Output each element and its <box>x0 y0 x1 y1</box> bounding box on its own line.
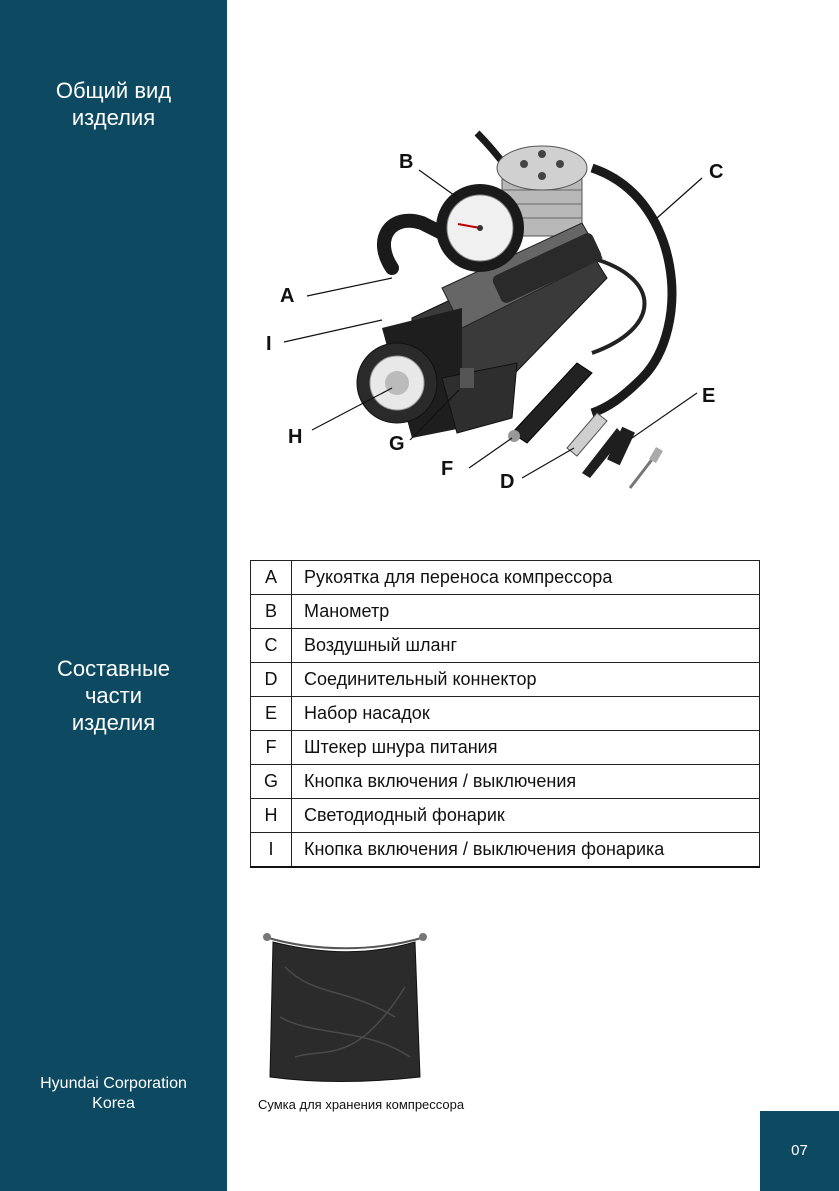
callout-f: F <box>441 458 454 480</box>
part-letter: G <box>251 765 292 799</box>
parts-heading-line3: изделия <box>71 710 156 735</box>
part-name: Штекер шнура питания <box>292 731 760 765</box>
part-letter: A <box>251 561 292 595</box>
parts-heading-line1: Составные <box>56 656 171 681</box>
callout-a: A <box>280 285 295 307</box>
part-letter: E <box>251 697 292 731</box>
callout-i: I <box>266 333 272 355</box>
callout-h: H <box>288 426 303 448</box>
table-row <box>251 799 760 833</box>
part-letter: H <box>251 799 292 833</box>
part-letter: I <box>251 833 292 868</box>
parts-table <box>250 560 760 868</box>
part-name: Манометр <box>292 595 760 629</box>
company-name: Hyundai Corporation <box>40 1075 187 1092</box>
power-plug <box>508 363 592 443</box>
overview-heading <box>0 77 227 131</box>
bag-caption: Сумка для хранения компрессора <box>258 1097 465 1112</box>
part-name: Воздушный шланг <box>292 629 760 663</box>
page-number: 07 <box>760 1111 839 1191</box>
overview-heading-line1: Общий вид <box>55 78 172 103</box>
compressor-illustration <box>262 128 722 508</box>
air-hose <box>592 168 672 413</box>
storage-bag-image <box>255 927 435 1087</box>
part-name: Соединительный коннектор <box>292 663 760 697</box>
part-letter: C <box>251 629 292 663</box>
table-row <box>251 765 760 799</box>
part-letter: B <box>251 595 292 629</box>
table-row <box>251 731 760 765</box>
sidebar <box>0 0 227 1191</box>
callout-g: G <box>389 433 405 455</box>
part-name: Рукоятка для переноса компрессора <box>292 561 760 595</box>
part-name: Кнопка включения / выключения фонарика <box>292 833 760 868</box>
part-name: Светодиодный фонарик <box>292 799 760 833</box>
table-row <box>251 697 760 731</box>
company-footer <box>0 1074 227 1114</box>
callout-c: C <box>709 161 724 183</box>
pressure-gauge <box>436 184 524 272</box>
table-row <box>251 833 760 868</box>
parts-heading <box>0 655 227 736</box>
overview-heading-line2: изделия <box>71 105 156 130</box>
part-letter: D <box>251 663 292 697</box>
part-letter: F <box>251 731 292 765</box>
table-row <box>251 595 760 629</box>
part-name: Кнопка включения / выключения <box>292 765 760 799</box>
parts-heading-line2: части <box>84 683 143 708</box>
company-country: Korea <box>92 1095 135 1112</box>
table-row <box>251 663 760 697</box>
part-name: Набор насадок <box>292 697 760 731</box>
table-row <box>251 561 760 595</box>
callout-e: E <box>702 385 716 407</box>
callout-b: B <box>399 151 414 173</box>
power-switch <box>460 368 474 388</box>
callout-d: D <box>500 471 515 493</box>
table-row <box>251 629 760 663</box>
